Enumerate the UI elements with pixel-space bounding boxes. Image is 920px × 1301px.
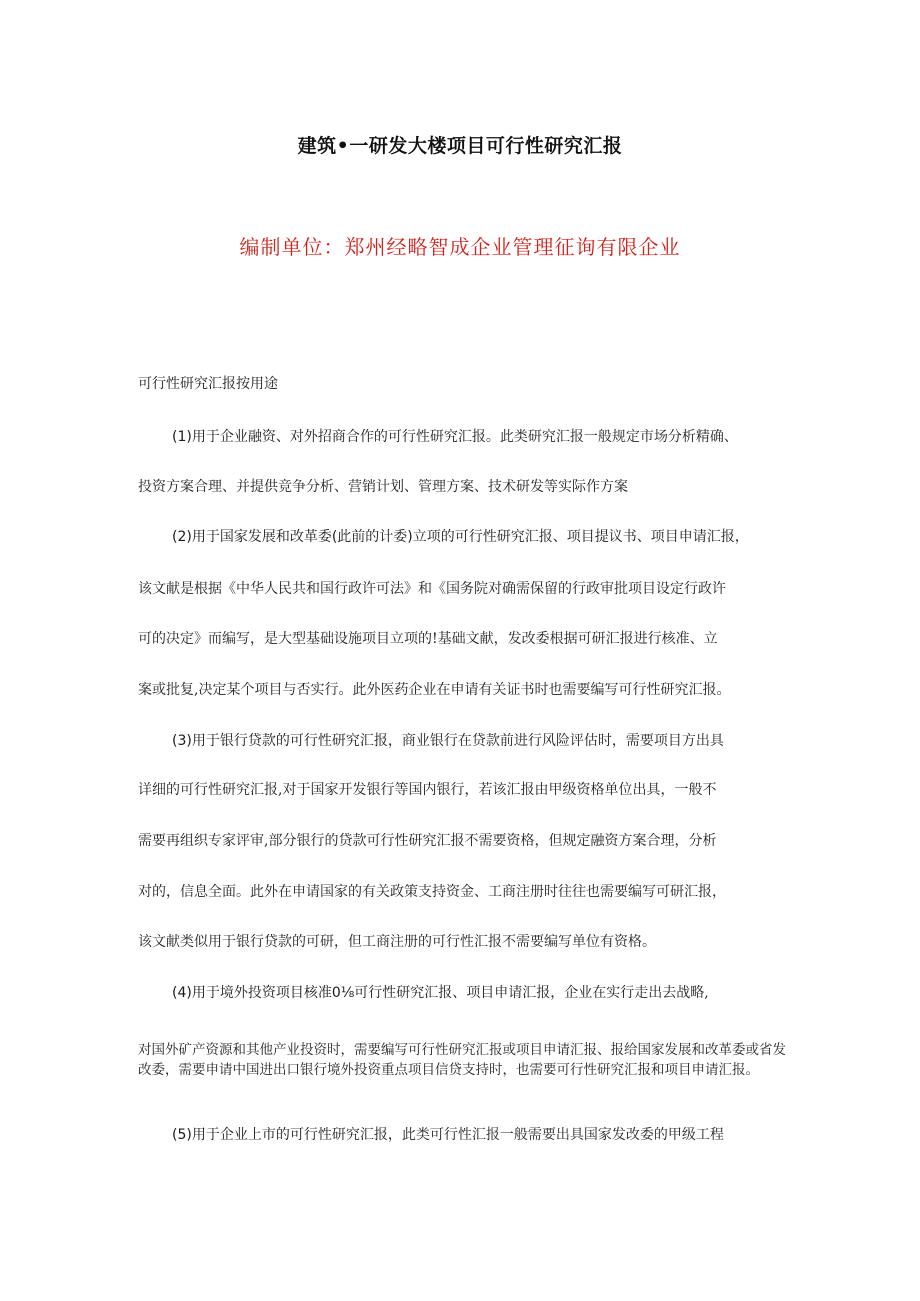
paragraph-2-line-3: 可的决定》而编写，是大型基础设施项目立项的!基础文献，发改委根据可研汇报进行核准、立 (138, 631, 718, 647)
paragraph-3-text: 商业银行在贷款前进行风险评估时，需要项目方出具 (401, 733, 724, 749)
paragraph-1-line-2: 投资方案合理、并提供竞争分析、营销计划、管理方案、技术研发等实际作方案 (138, 479, 628, 495)
paragraph-2-line-1: (2)用于国家发展和改革委(此前的计委)立项的可行性研究汇报、项目提议书、项目申请汇报， (172, 529, 749, 545)
paragraph-4-lead: (4)用于境外投资项目核准0⅛可行性研究汇报、 (172, 985, 467, 1001)
paragraph-4-text: 项目申请汇报，企业在实行走出去战略, (466, 985, 709, 1001)
paragraph-3-line-3: 需要再组织专家评审,部分银行的贷款可行性研究汇报不需要资格，但规定融资方案合理，分析 (138, 833, 717, 849)
section-heading: 可行性研究汇报按用途 (138, 376, 278, 392)
paragraph-3-line-1 (172, 732, 802, 750)
paragraph-3-line-2: 详细的可行性研究汇报,对于国家开发银行等国内银行，若该汇报由甲级资格单位出具，一般不 (138, 782, 717, 798)
paragraph-1-lead: (1)用于企业融资、对外招商合作的可行性研究汇报。 (172, 429, 500, 445)
document-title: 建筑•一研发大楼项目可行性研究汇报 (297, 135, 623, 157)
paragraph-2-line-2: 该文献是根据《中华人民共和国行政许可法》和《国务院对确需保留的行政审批项目设定行政许 (138, 581, 726, 597)
compiling-organization: 编制单位：郑州经略智成企业管理征询有限企业 (239, 235, 681, 259)
paragraph-5-line-1 (172, 1126, 802, 1144)
paragraph-1-text: 此类研究汇报一般规定市场分析精确、 (499, 429, 738, 445)
paragraph-3-line-5: 该文献类似用于银行贷款的可研，但工商注册的可行性汇报不需要编写单位有资格。 (138, 934, 656, 950)
paragraph-3-line-4: 对的，信息全面。此外在申请国家的有关政策支持资金、工商注册时往往也需要编写可研汇报， (138, 884, 726, 900)
paragraph-4-line-1 (172, 984, 802, 1002)
paragraph-4-body: 对国外矿产资源和其他产业投资时，需要编写可行性研究汇报或项目申请汇报、报给国家发展和改革委或省发改委，需要申请中国进出口银行境外投资重点项目信贷支持时，也需要可行性研究汇报和项目申请汇报。 (138, 1042, 786, 1078)
paragraph-1-line-1 (172, 428, 802, 446)
paragraph-3-lead: (3)用于银行贷款的可行性研究汇报， (172, 733, 402, 749)
paragraph-5-text: 此类可行性汇报一般需要出具国家发改委的甲级工程 (401, 1127, 724, 1143)
paragraph-2-line-4: 案或批复,决定某个项目与否实行。此外医药企业在申请有关证书时也需要编写可行性研究汇报。 (138, 682, 731, 698)
paragraph-5-lead: (5)用于企业上市的可行性研究汇报， (172, 1127, 402, 1143)
